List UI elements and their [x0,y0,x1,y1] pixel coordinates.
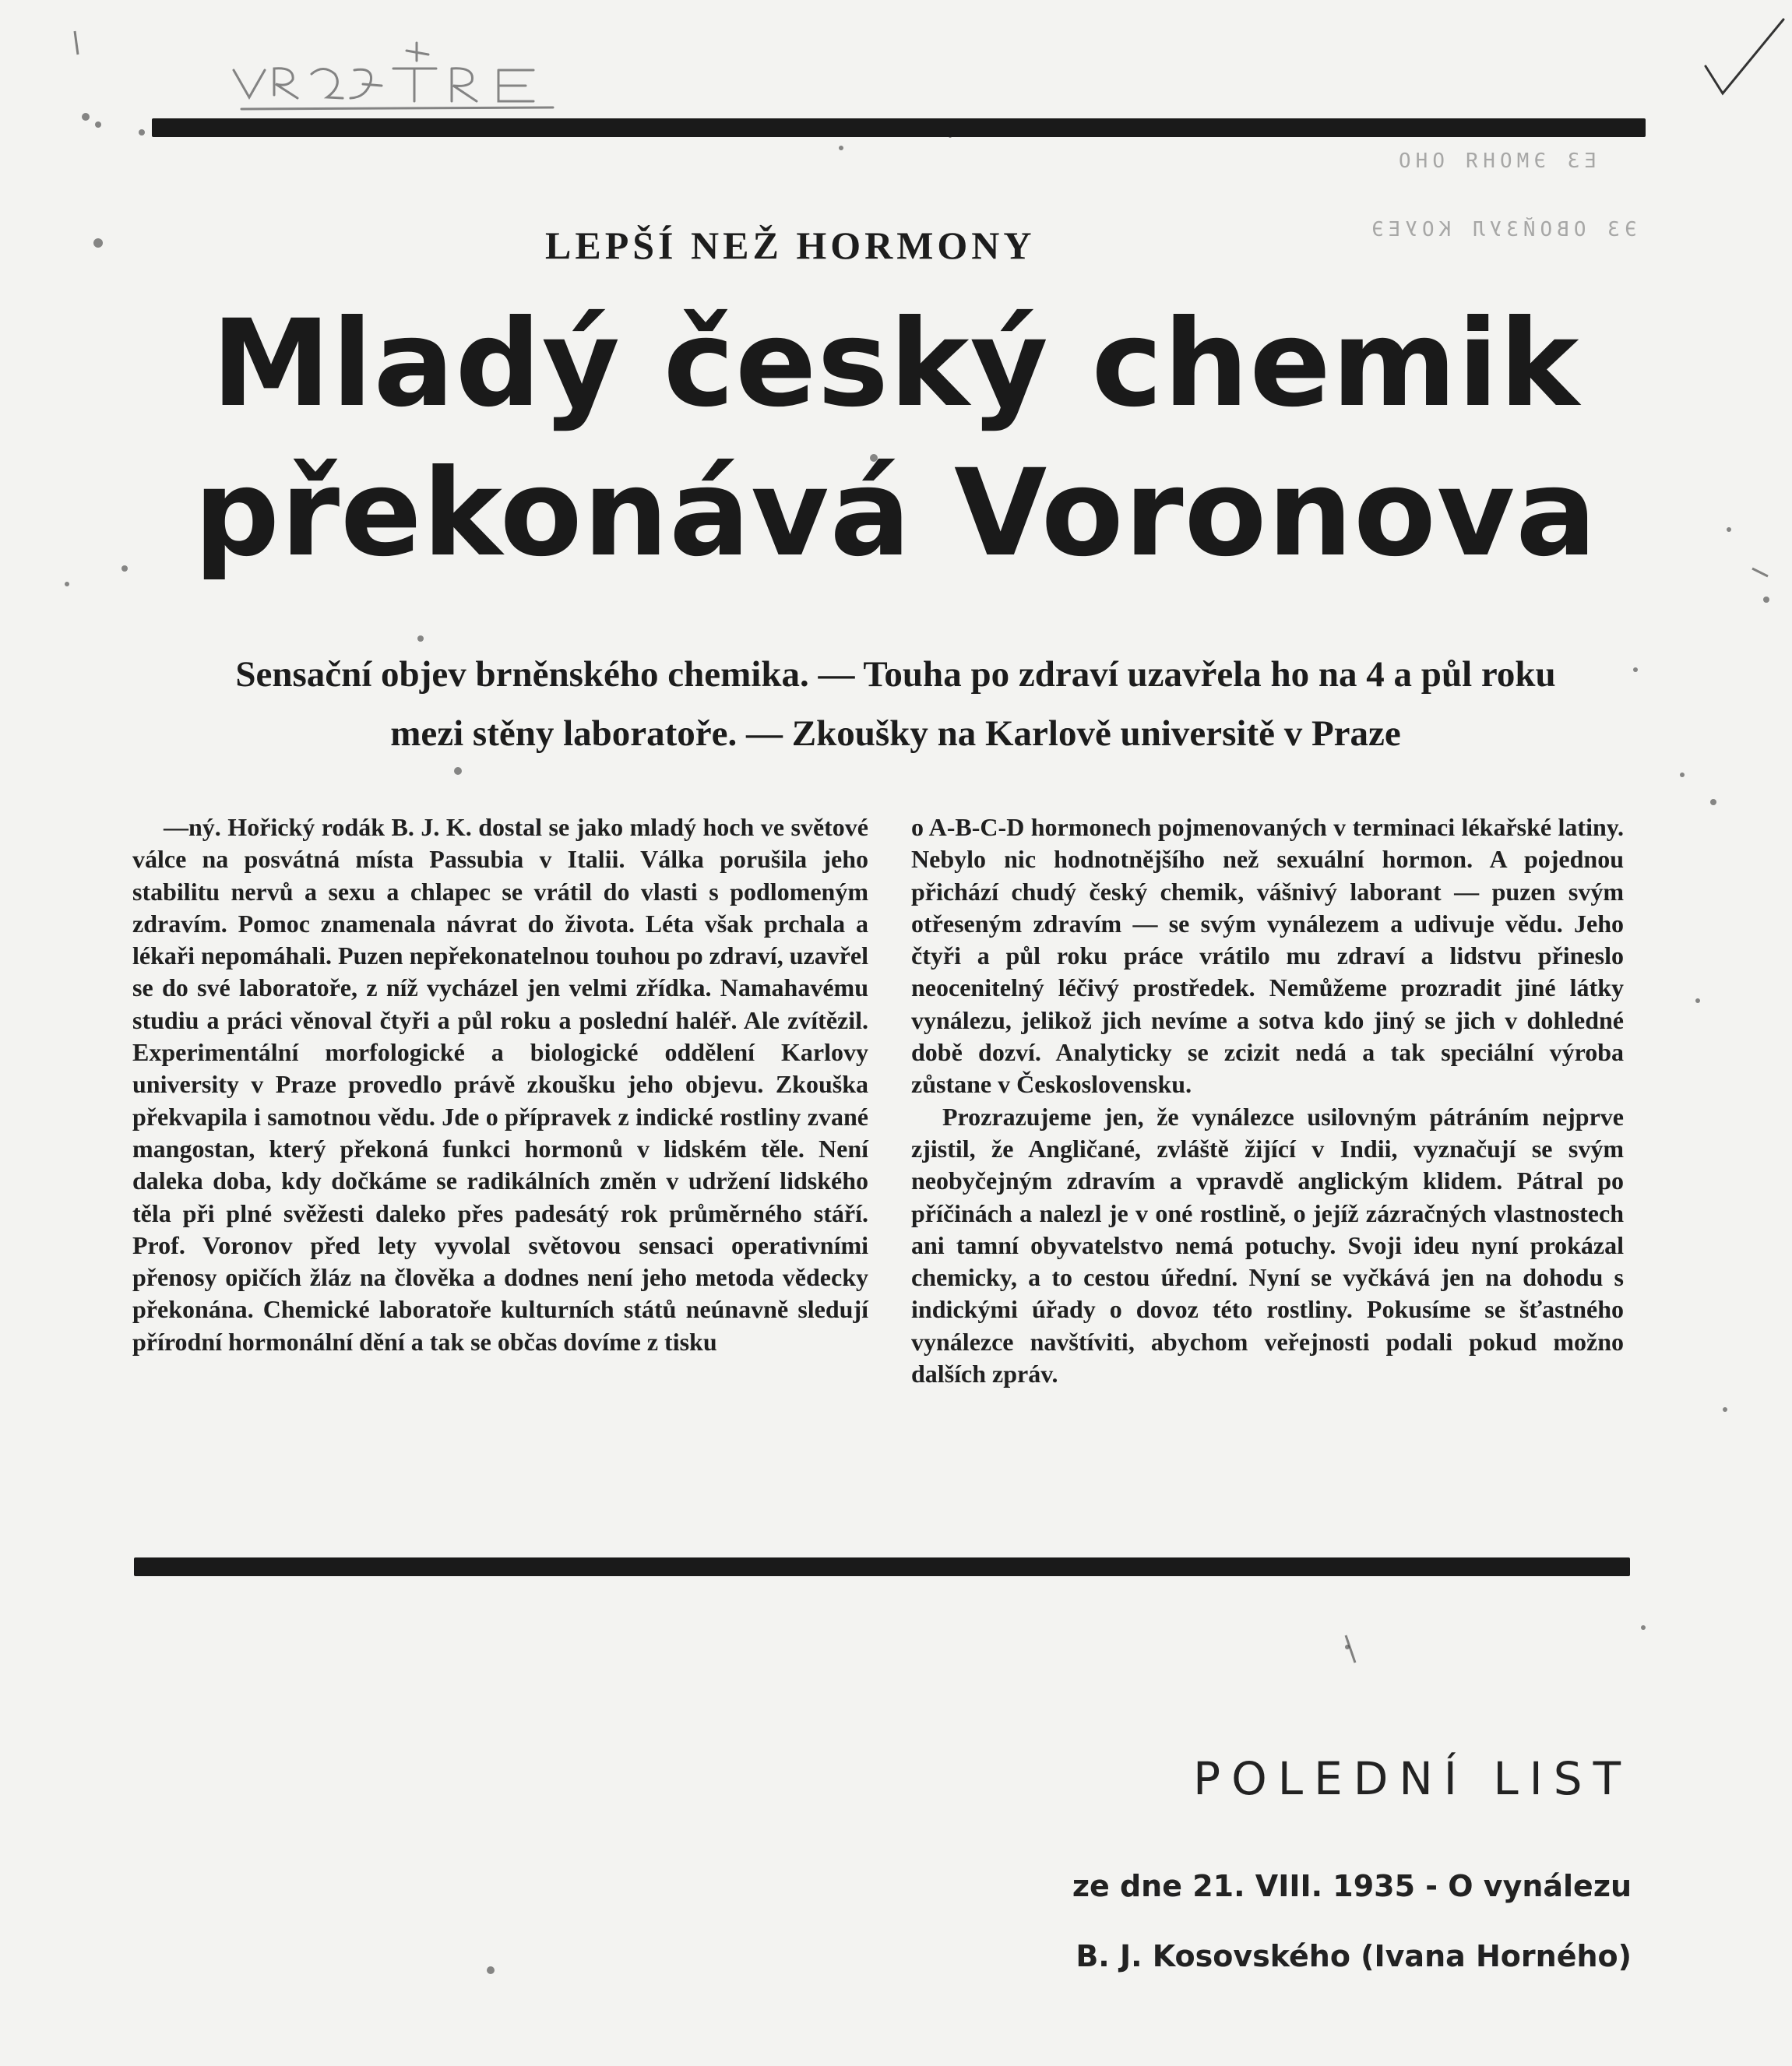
headline-line-1: Mladý český chemik [211,294,1580,434]
faint-bleed-through-2: ЭЗ ОВОЙЗУЛ КОУЕЭ [1367,218,1637,241]
faint-bleed-through-1: ЕЗ ЭМОНЯ ОНО [1394,150,1597,173]
check-mark-icon [1690,16,1791,101]
subheadline [132,645,1659,763]
subheadline-line-2: mezi stěny laboratoře. — Zkoušky na Karlově universitě v Praze [390,713,1401,754]
handwritten-note [226,39,662,125]
article-column-right [911,811,1624,1390]
bottom-rule [134,1557,1630,1576]
article-paragraph-right-2: Prozrazujeme jen, že vynálezce usilovným pátráním nejprve zjistil, že Angličané, zvláště žijící v Indii, vyznačují se svým neobyčejným zdravím a vpravdě anglickým klidem. Pátral po příčinách a nalezl je v oné rostlině, o jejíž zázračných vlastnostech ani tamní obyvatelstvo nemá potuchy. Svoji ideu nyní prokázal chemicky, a to cestou úřední. Nyní se vyčkává jen na dohodu s indickými úřady o dovoz této rostliny. Pokusíme se šťastného vynálezce navštíviti, abychom veřejnosti podali pokud možno dalších zpráv. [911,1102,1624,1388]
article-paragraph-left: —ný. Hořický rodák B. J. K. dostal se jako mladý hoch ve světové válce na posvátná místa Passubia v Italii. Válka porušila jeho stabilitu nervů a sexu a chlapec se vrátil do vlasti s podlomeným zdravím. Pomoc znamenala návrat do života. Léta však prchala a lékaři nepomáhali. Puzen nepřekonatelnou touhou po zdraví, uzavřel se do své laboratoře, z níž vycházel jen velmi zřídka. Namahavému studiu a práci věnoval čtyři a půl roku a poslední haléř. Ale zvítězil. Experimentální morfologické a biologické oddělení Karlovy university v Praze provedlo právě zkoušku jeho objevu. Zkouška překvapila i samotnou vědu. Jde o přípravek z indické rostliny zvané mangostan, který překoná funkci hormonů v lidském těle. Není daleka doba, kdy dočkáme se radikálních změn v udržení lidského těla při plné svěžesti daleko přes padesátý rok průměrného stáří. Prof. Voronov před lety vyvolal světovou sensaci operativními přenosy opičích žláz na člověka a dodnes není jeho metoda vědecky překonána. Chemické laboratoře kulturních států neúnavně sledují přírodní hormonální dění a tak se občas dovíme z tisku [132,813,868,1356]
source-date-line: ze dne 21. VIII. 1935 - O vynálezu [1072,1869,1632,1903]
article-column-left [132,811,868,1358]
headline-line-2: překonává Voronova [193,444,1598,583]
source-author-line: B. J. Kosovského (Ivana Horného) [1076,1939,1632,1973]
article-paragraph-right-1: o A-B-C-D hormonech pojmenovaných v terminaci lékařské latiny. Nebylo nic hodnotnějšího než sexuální hormon. A pojednou přichází chudý český chemik, vášnivý laborant — puzen svým otřeseným zdravím — se svým vynálezem a udivuje vědu. Jeho čtyři a půl roku práce vrátilo mu zdraví a lidstvu přineslo neocenitelný léčivý prostředek. Nemůžeme prozradit jiné látky vynálezu, jelikož jich nevíme a sotva kdo jiný se jich v dohledné době dozví. Analyticky se zcizit nedá a tak speciální výroba zůstane v Československu. [911,813,1624,1099]
source-publication-title: POLEDNÍ LIST [1193,1752,1632,1805]
top-rule [152,118,1646,137]
kicker-heading: LEPŠÍ NEŽ HORMONY [545,223,1036,267]
headline [117,290,1674,589]
subheadline-line-1: Sensační objev brněnského chemika. — Touha po zdraví uzavřela ho na 4 a půl roku [235,654,1556,695]
